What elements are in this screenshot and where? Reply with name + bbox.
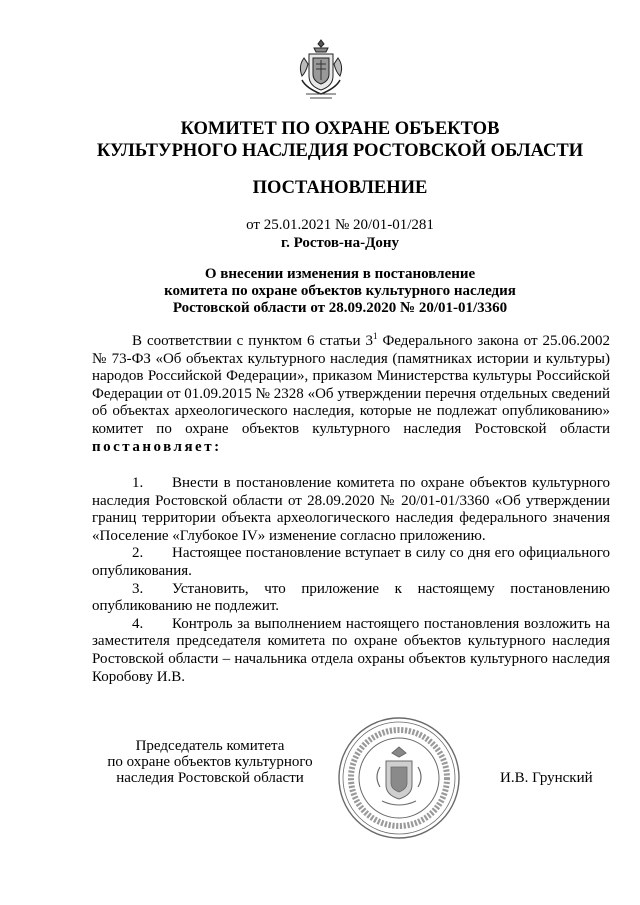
item-number: 1. [132, 475, 144, 491]
item-text: Контроль за выполнением настоящего постановления возложить на заместителя председателя комитета по охране объектов культурного наследия Ростовской области – начальника отдела охраны объектов культурного наследия Коробову И.В. [92, 615, 610, 685]
document-city: г. Ростов-на-Дону [280, 235, 400, 251]
resolves-word: постановляет: [92, 438, 222, 455]
item-number: 3. [132, 580, 144, 597]
resolution-item [92, 616, 610, 686]
document-subject [60, 266, 620, 317]
committee-title-line-2: КУЛЬТУРНОГО НАСЛЕДИЯ РОСТОВСКОЙ ОБЛАСТИ [96, 141, 584, 161]
item-number: 4. [132, 615, 144, 632]
document-date-number: от 25.01.2021 № 20/01-01/281 [246, 217, 434, 233]
resolution-item [92, 581, 610, 616]
signatory-position-line-3: наследия Ростовской области [116, 770, 304, 786]
preamble-superscript: 1 [372, 331, 378, 341]
signatory-name: И.В. Грунский [500, 770, 593, 786]
coat-of-arms-icon [296, 36, 346, 102]
resolution-items [92, 475, 610, 686]
resolution-item [92, 475, 610, 545]
item-number: 2. [132, 545, 144, 562]
preamble [92, 333, 610, 456]
committee-title-line-1: КОМИТЕТ ПО ОХРАНЕ ОБЪЕКТОВ [180, 119, 500, 139]
signatory-position-line-1: Председатель комитета [135, 738, 285, 754]
subject-line-2: комитета по охране объектов культурного наследия [164, 283, 516, 299]
committee-title [60, 118, 620, 162]
signatory-position-line-2: по охране объектов культурного [107, 754, 313, 770]
item-text: Внести в постановление комитета по охране объектов культурного наследия Ростовской области от 28.09.2020 № 20/01-01/3360 «Об утверждении границ территории объекта археологического наследия федерального значения «Поселение «Глубокое IV» изменение согласно приложению. [92, 475, 610, 544]
signatory-position [60, 738, 360, 786]
preamble-text-start: В соответствии с пунктом 6 статьи 3 [132, 333, 373, 349]
item-text: Настоящее постановление вступает в силу со дня его официального опубликования. [92, 545, 610, 579]
preamble-paragraph [92, 333, 610, 456]
resolution-item [92, 545, 610, 580]
official-seal-icon [336, 715, 462, 841]
subject-line-3: Ростовской области от 28.09.2020 № 20/01-01/3360 [172, 300, 508, 316]
item-text: Установить, что приложение к настоящему постановлению опубликованию не подлежит. [92, 580, 610, 615]
document-type: ПОСТАНОВЛЕНИЕ [252, 178, 428, 198]
subject-line-1: О внесении изменения в постановление [204, 266, 476, 282]
preamble-text-end: Федерального закона от 25.06.2002 № 73-ФЗ «Об объектах культурного наследия (памятниках истории и культуры) народов Российской Федерации», приказом Министерства культуры Российской Федерации от 01.09.2015 № 2328 «Об утверждении перечня отдельных сведений об объектах археологического наследия, которые не подлежат опубликованию» комитет по охране объектов культурного наследия Ростовской области [92, 333, 610, 437]
